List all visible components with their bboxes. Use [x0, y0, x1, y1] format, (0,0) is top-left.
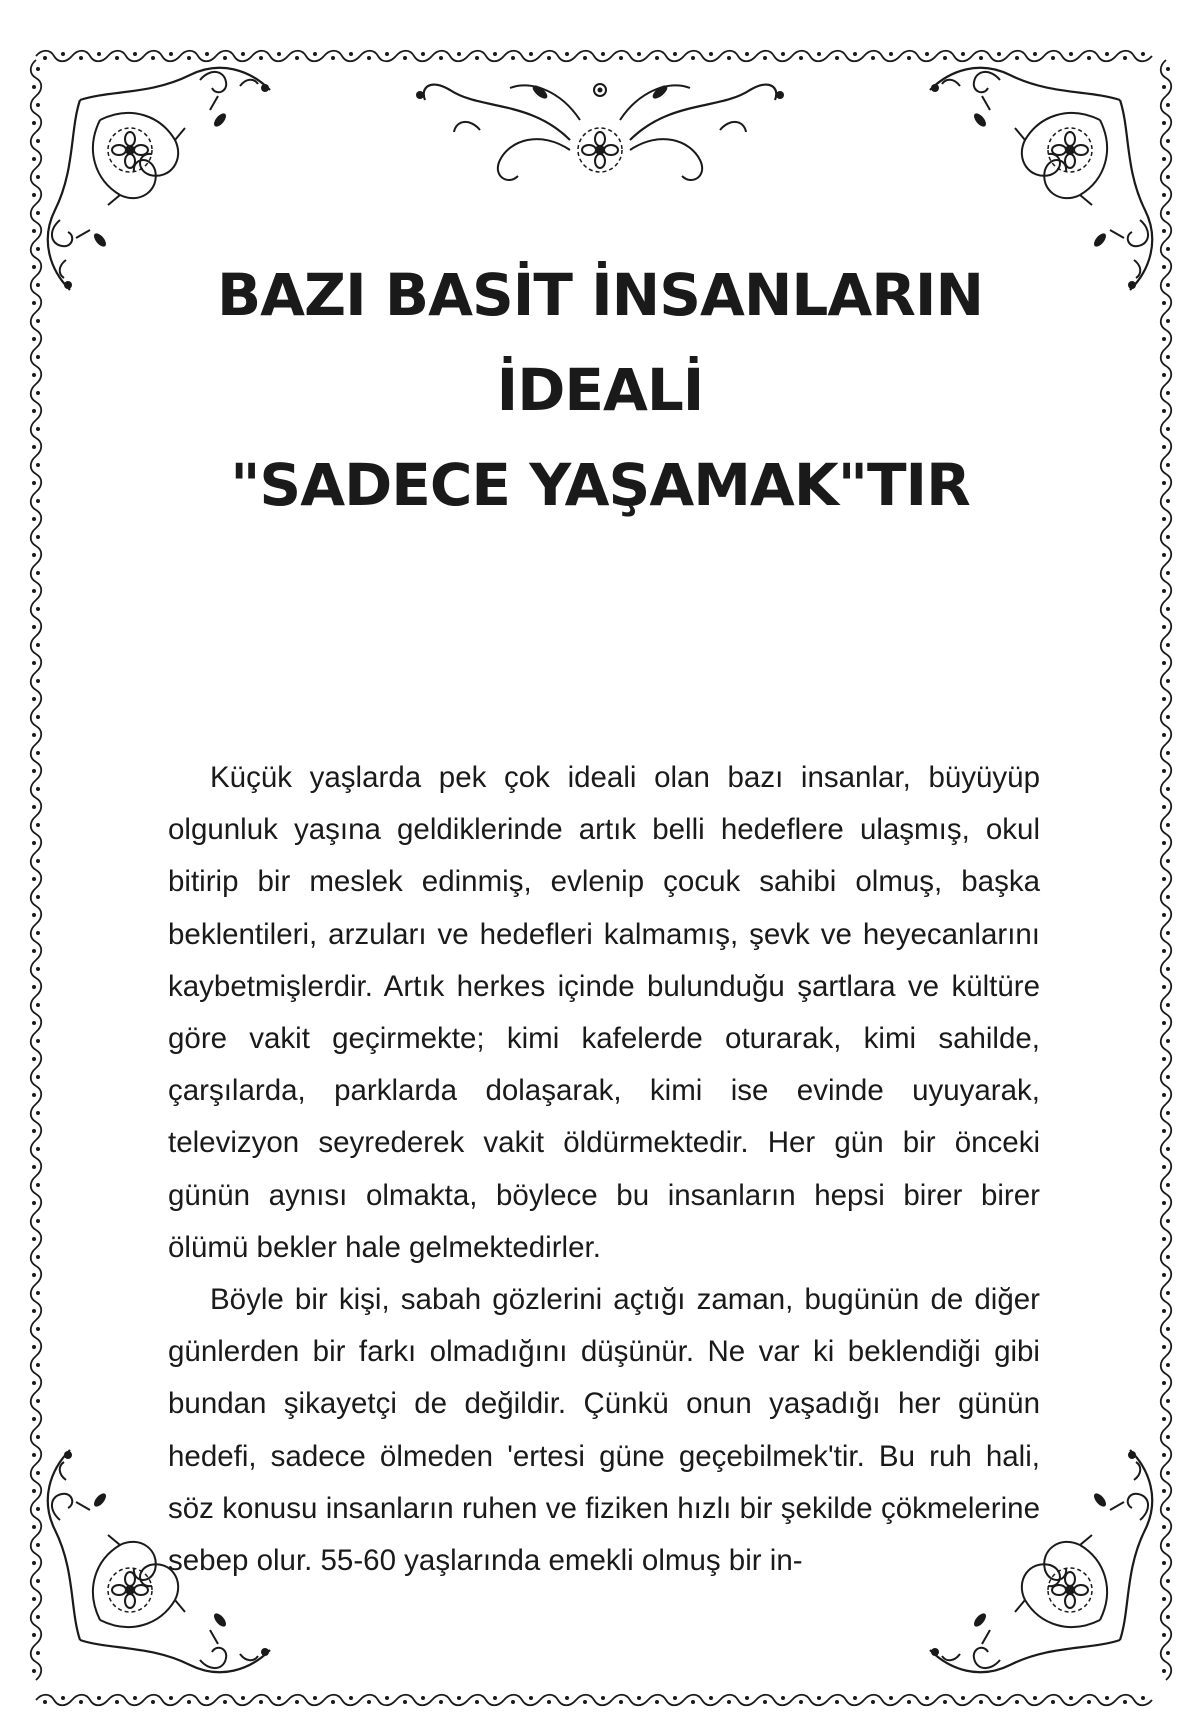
bottom-border-chain: [36, 1695, 1152, 1706]
right-border-chain: [1161, 60, 1172, 1680]
body-text: [168, 752, 1040, 1587]
title-line-1: BAZI BASİT İNSANLARIN: [216, 261, 984, 329]
title-line-2: İDEALİ: [496, 356, 704, 424]
title-line-3: "SADECE YAŞAMAK"TIR: [230, 451, 970, 519]
paragraph-2: Böyle bir kişi, sabah gözlerini açtığı zaman, bugünün de diğer günlerden bir farkı olmadığını düşünür. Ne var ki beklendiği gibi bundan şikayetçi de değildir. Çünkü onun yaşadığı her günün hedefi, sadece ölmeden 'ertesi güne geçebilmek'tir. Bu ruh hali, söz konusu insanların ruhen ve fiziken hızlı bir şekilde çökmelerine sebep olur. 55-60 yaşlarında emekli olmuş bir in-: [168, 1283, 1040, 1578]
paragraph-1: Küçük yaşlarda pek çok ideali olan bazı insanlar, büyüyüp olgunluk yaşına geldiklerinde artık belli hedeflere ulaşmış, okul bitirip bir meslek edinmiş, evlenip çocuk sahibi olmuş, başka beklentileri, arzuları ve hedefleri kalmamış, şevk ve heyecanlarını kaybetmişlerdir. Artık herkes içinde bulunduğu şartlara ve kültüre göre vakit geçirmekte; kimi kafelerde oturarak, kimi sahilde, çarşılarda, parklarda dolaşarak, kimi ise evinde uyuyarak, televizyon seyrederek vakit öldürmektedir. Her gün bir önceki günün aynısı olmakta, böylece bu insanların hepsi birer birer ölümü bekler hale gelmektedirler.: [168, 761, 1040, 1264]
page-title: [160, 248, 1040, 533]
top-border-chain: [36, 51, 1152, 62]
top-center-ornament: [416, 83, 784, 180]
left-border-chain: [31, 60, 42, 1680]
